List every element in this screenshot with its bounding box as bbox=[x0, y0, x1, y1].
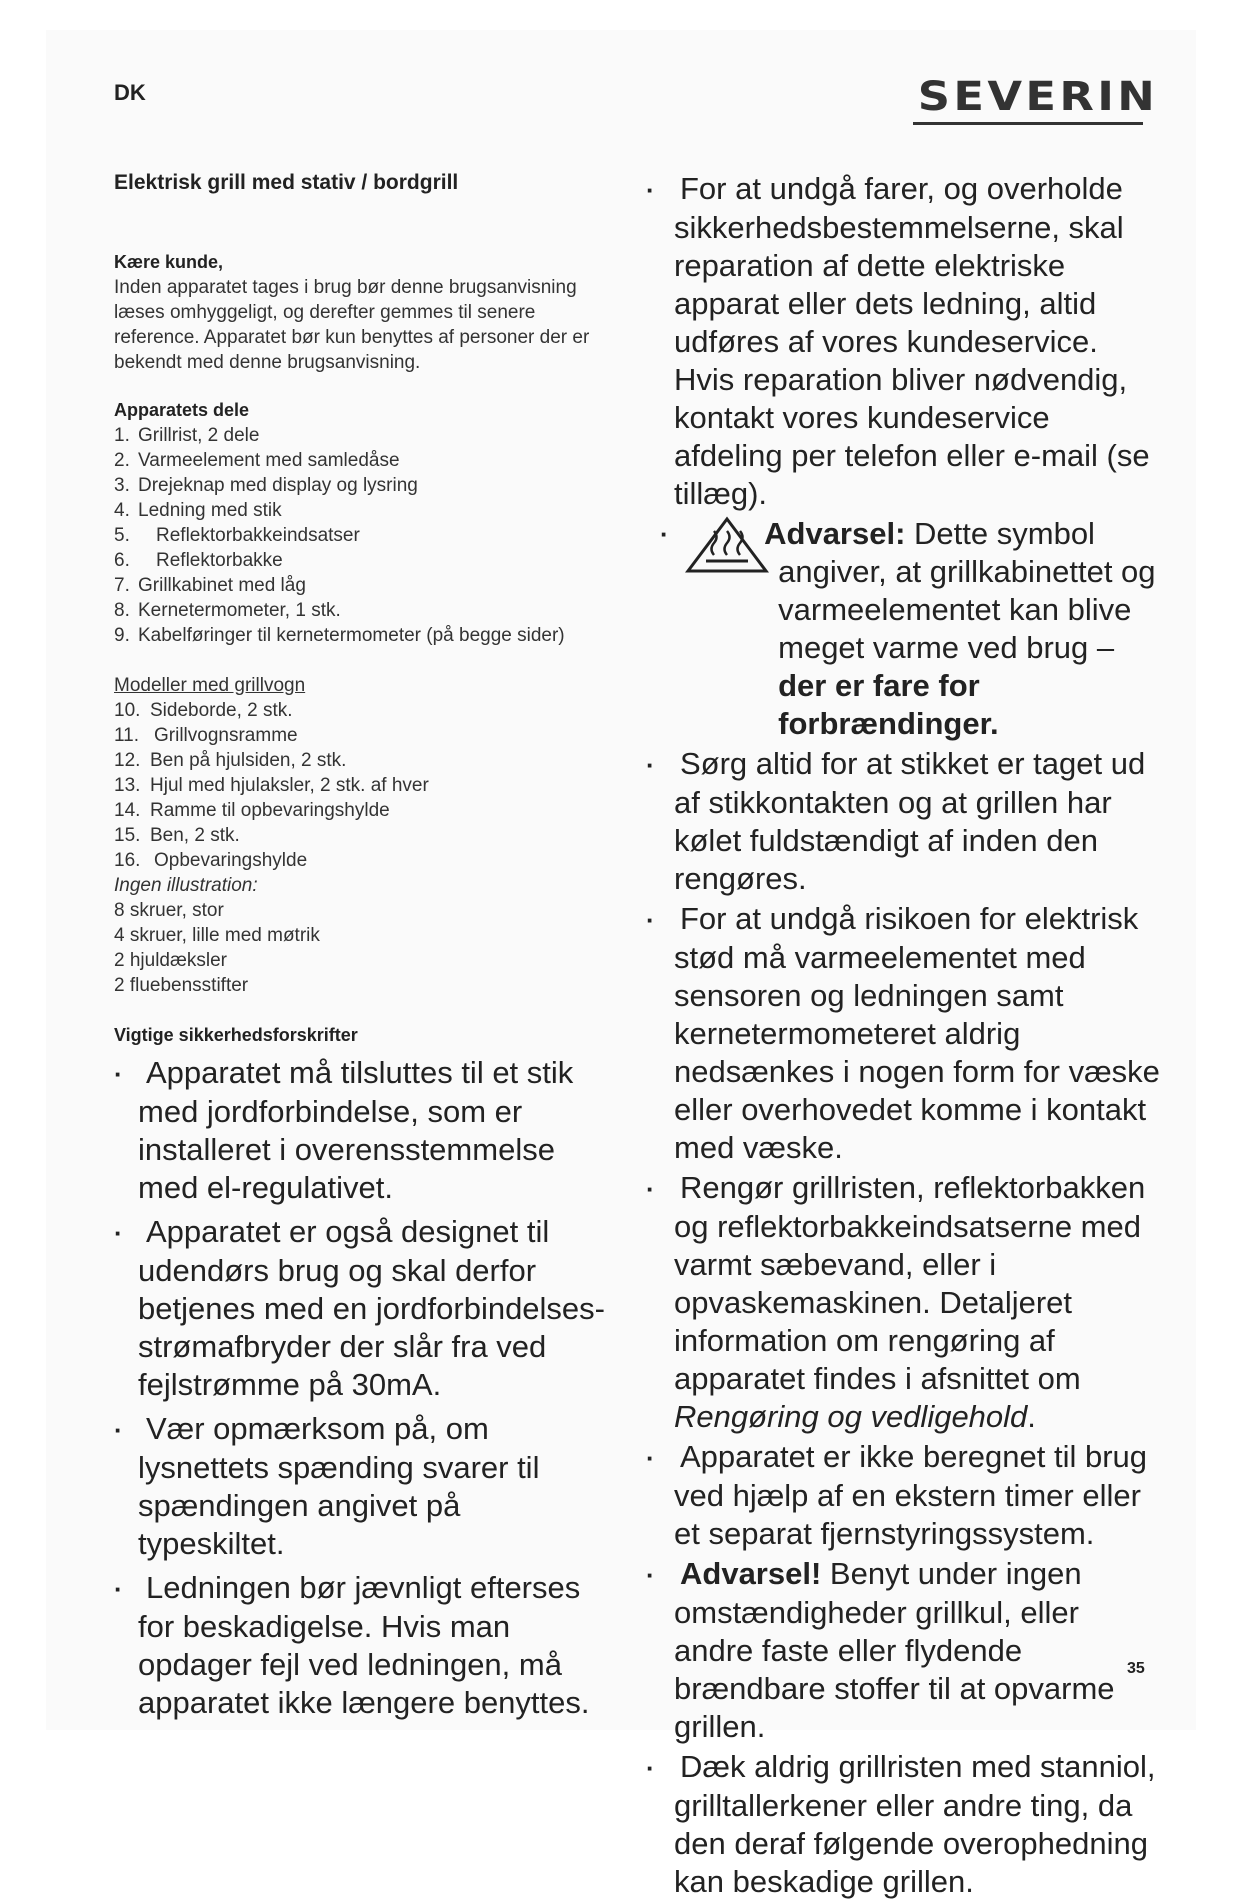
list-item: 8 skruer, stor bbox=[114, 900, 224, 921]
item-number: 10. bbox=[114, 700, 141, 721]
list-item: 2 fluebensstifter bbox=[114, 975, 249, 996]
list-item bbox=[114, 548, 614, 573]
item-text: Apparatet er også designet til udendørs brug og skal derfor betjenes med en jordforbindelses-strømafbryder der slår fra ved fejlstrømme på 30mA. bbox=[138, 1214, 605, 1402]
list-item bbox=[646, 170, 1160, 513]
item-text: For at undgå farer, og overholde sikkerhedsbestemmelserne, skal reparation af dette elektriske apparat eller dets ledning, altid udføres af vores kundeservice. Hvis reparation bliver nødvendig, kontakt vores kundeservice afdeling per telefon eller e-mail (se tillæg). bbox=[674, 171, 1150, 511]
item-text: Opbevaringshylde bbox=[154, 850, 308, 871]
warning-emphasis: der er fare for forbrændinger. bbox=[778, 668, 999, 741]
list-item bbox=[114, 1410, 614, 1563]
item-text: Ledning med stik bbox=[138, 500, 282, 521]
list-item bbox=[114, 598, 614, 623]
list-item bbox=[646, 1169, 1160, 1436]
warning-label: Advarsel! bbox=[680, 1556, 822, 1591]
list-item bbox=[646, 745, 1160, 898]
bullet-icon: · bbox=[646, 1174, 655, 1204]
bullet-icon: · bbox=[114, 1218, 123, 1248]
item-text: Sideborde, 2 stk. bbox=[150, 700, 293, 721]
item-number: 6. bbox=[114, 550, 130, 571]
list-item bbox=[114, 473, 614, 498]
no-illustration-label: Ingen illustration: bbox=[114, 875, 258, 896]
brand-underline bbox=[913, 122, 1143, 125]
left-column bbox=[114, 170, 614, 1728]
item-number: 4. bbox=[114, 500, 130, 521]
brand-logo: SEVERIN bbox=[917, 74, 1159, 120]
hot-surface-warning-icon bbox=[684, 515, 770, 575]
list-item bbox=[114, 623, 614, 648]
item-text: Ramme til opbevaringshylde bbox=[150, 800, 390, 821]
list-item bbox=[114, 1569, 614, 1722]
warning-row bbox=[660, 515, 1160, 743]
list-item bbox=[114, 448, 614, 473]
item-text: Rengør grillristen, reflektorbakken og reflektorbakkeindsatserne med varmt sæbevand, eller i opvaskemaskinen. Detaljeret information om rengøring af apparatet findes i afsnittet om bbox=[674, 1170, 1146, 1396]
item-text: Grillrist, 2 dele bbox=[138, 425, 260, 446]
section-reference: Rengøring og vedligehold bbox=[674, 1399, 1028, 1434]
page-number: 35 bbox=[1127, 1660, 1145, 1677]
extras-list bbox=[114, 898, 614, 998]
item-text: Apparatet må tilsluttes til et stik med jordforbindelse, som er installeret i overensstemmelse med el-regulativet. bbox=[138, 1055, 574, 1205]
item-text: Kernetermometer, 1 stk. bbox=[138, 600, 341, 621]
list-item: 2 hjuldæksler bbox=[114, 950, 227, 971]
bullet-icon: · bbox=[660, 519, 669, 549]
greeting: Kære kunde, bbox=[114, 252, 224, 272]
list-item bbox=[114, 798, 614, 823]
item-text: Grillvognsramme bbox=[154, 725, 298, 746]
item-number: 11. bbox=[114, 725, 140, 746]
parts-heading: Apparatets dele bbox=[114, 400, 250, 420]
models-heading: Modeller med grillvogn bbox=[114, 675, 306, 696]
item-text: Ben, 2 stk. bbox=[150, 825, 240, 846]
parts-list bbox=[114, 423, 614, 648]
item-number: 14. bbox=[114, 800, 141, 821]
item-number: 8. bbox=[114, 600, 130, 621]
list-item bbox=[114, 1213, 614, 1404]
right-column bbox=[646, 170, 1160, 1903]
warning-text: Dette symbol angiver, at grillkabinettet og varmeelementet kan blive meget varme ved brug – bbox=[778, 516, 1156, 665]
item-text: Ledningen bør jævnligt efterses for beskadigelse. Hvis man opdager fejl ved ledningen, må apparatet ikke længere benyttes. bbox=[138, 1570, 590, 1720]
list-item bbox=[114, 848, 614, 873]
list-item: 4 skruer, lille med møtrik bbox=[114, 925, 320, 946]
item-text: Kabelføringer til kernetermometer (på begge sider) bbox=[138, 625, 565, 646]
list-item bbox=[660, 515, 1160, 743]
item-number: 7. bbox=[114, 575, 130, 596]
bullet-icon: · bbox=[114, 1059, 123, 1089]
bullet-icon: · bbox=[646, 1443, 655, 1473]
list-item bbox=[114, 773, 614, 798]
bullet-icon: · bbox=[114, 1574, 123, 1604]
language-code: DK bbox=[114, 80, 146, 105]
item-number: 3. bbox=[114, 475, 130, 496]
item-text: Hjul med hjulaksler, 2 stk. af hver bbox=[150, 775, 429, 796]
safety-heading: Vigtige sikkerhedsforskrifter bbox=[114, 1025, 358, 1045]
item-text: For at undgå risikoen for elektrisk stød må varmeelementet med sensoren og ledningen samt kernetermometeret aldrig nedsænkes i nogen form for væske eller overhovedet komme i kontakt med væske. bbox=[674, 901, 1160, 1165]
item-text: Reflektorbakkeindsatser bbox=[156, 525, 360, 546]
item-number: 2. bbox=[114, 450, 130, 471]
list-item bbox=[114, 748, 614, 773]
bullet-icon: · bbox=[646, 1753, 655, 1783]
item-text: Dæk aldrig grillristen med stanniol, grilltallerkener eller andre ting, da den deraf følgende overophedning kan beskadige grillen. bbox=[674, 1749, 1156, 1899]
list-item bbox=[646, 1748, 1160, 1901]
list-item bbox=[646, 900, 1160, 1167]
models-list bbox=[114, 698, 614, 873]
list-item bbox=[114, 1054, 614, 1207]
item-number: 1. bbox=[114, 425, 130, 446]
item-number: 15. bbox=[114, 825, 141, 846]
item-text: Varmeelement med samledåse bbox=[138, 450, 400, 471]
item-number: 9. bbox=[114, 625, 130, 646]
list-item bbox=[114, 423, 614, 448]
safety-list-continued bbox=[646, 170, 1160, 1901]
bullet-icon: · bbox=[646, 750, 655, 780]
item-text: Vær opmærksom på, om lysnettets spænding svarer til spændingen angivet på typeskiltet. bbox=[138, 1411, 540, 1561]
list-item bbox=[646, 1555, 1160, 1746]
list-item bbox=[646, 1438, 1160, 1553]
bullet-icon: · bbox=[646, 1560, 655, 1590]
item-number: 16. bbox=[114, 850, 141, 871]
item-text: Apparatet er ikke beregnet til brug ved hjælp af en ekstern timer eller et separat fjernstyringssystem. bbox=[674, 1439, 1147, 1551]
bullet-icon: · bbox=[114, 1415, 123, 1445]
item-text: Drejeknap med display og lysring bbox=[138, 475, 418, 496]
list-item bbox=[114, 723, 614, 748]
item-number: 13. bbox=[114, 775, 141, 796]
list-item bbox=[114, 573, 614, 598]
list-item bbox=[114, 523, 614, 548]
list-item bbox=[114, 698, 614, 723]
item-text: Grillkabinet med låg bbox=[138, 575, 306, 596]
item-text: Ben på hjulsiden, 2 stk. bbox=[150, 750, 347, 771]
warning-label: Advarsel: bbox=[764, 516, 906, 551]
item-text-end: . bbox=[1027, 1399, 1036, 1434]
safety-list bbox=[114, 1054, 614, 1722]
intro-text: Inden apparatet tages i brug bør denne brugsanvisning læses omhyggeligt, og derefter gemmes til senere reference. Apparatet bør kun benyttes af personer der er bekendt med denne brugsanvisning. bbox=[114, 277, 590, 373]
list-item bbox=[114, 823, 614, 848]
bullet-icon: · bbox=[646, 175, 655, 205]
item-text: Reflektorbakke bbox=[156, 550, 283, 571]
item-text: Sørg altid for at stikket er taget ud af stikkontakten og at grillen har kølet fuldstændigt af inden den rengøres. bbox=[674, 746, 1146, 896]
item-number: 5. bbox=[114, 525, 130, 546]
item-number: 12. bbox=[114, 750, 141, 771]
page-title: Elektrisk grill med stativ / bordgrill bbox=[114, 171, 459, 194]
list-item bbox=[114, 498, 614, 523]
bullet-icon: · bbox=[646, 905, 655, 935]
item-text: Benyt under ingen omstændigheder grillkul, eller andre faste eller flydende brændbare stoffer til at opvarme grillen. bbox=[674, 1556, 1115, 1744]
